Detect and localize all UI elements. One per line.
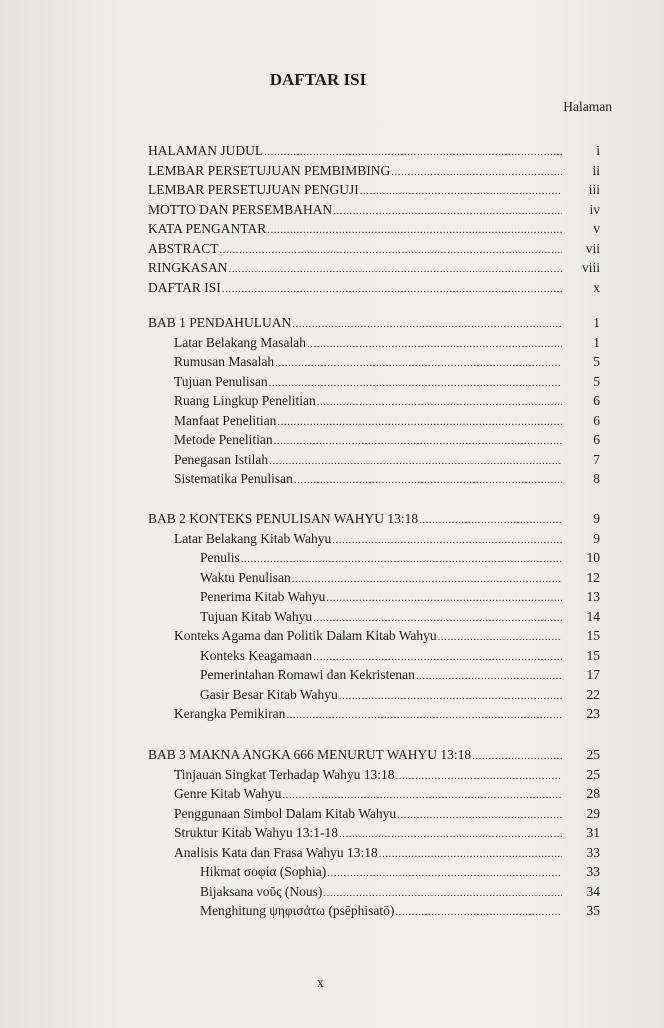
- toc-entry-label: Konteks Agama dan Politik Dalam Kitab Wahyu: [174, 628, 437, 643]
- toc-entry-label: Sistematika Penulisan: [174, 471, 293, 486]
- toc-entry-page: 15: [586, 628, 600, 643]
- toc-entry: [148, 143, 600, 163]
- toc-entry-page: 7: [593, 451, 600, 467]
- toc-entry-label: Penerima Kitab Wahyu: [200, 589, 326, 604]
- dot-leader: [391, 166, 562, 178]
- dot-leader: [292, 318, 562, 330]
- dot-leader: [267, 224, 562, 236]
- toc-entry: [148, 825, 600, 845]
- toc-entry-label: Tujuan Penulisan: [174, 373, 268, 389]
- dot-leader: [307, 338, 562, 350]
- toc-entry-label: Metode Penelitian: [174, 432, 273, 447]
- toc-entry: [148, 413, 600, 433]
- dot-leader: [269, 377, 562, 389]
- dot-leader: [229, 263, 562, 275]
- toc-entry-page: 33: [586, 864, 600, 879]
- toc-entry: [148, 221, 600, 241]
- dot-leader: [313, 651, 562, 663]
- toc-entry: [148, 806, 600, 826]
- toc-entry-page: i: [596, 143, 600, 158]
- dot-leader: [326, 592, 562, 604]
- toc-entry: [148, 767, 600, 787]
- toc-chapter-2: [148, 511, 600, 726]
- toc-entry-page: v: [593, 221, 600, 236]
- toc-entry-page: iii: [588, 182, 600, 197]
- toc-entry-page: 6: [593, 432, 600, 447]
- toc-entry-label: Penegasan Istilah: [174, 451, 269, 467]
- toc-entry-label: Tinjauan Singkat Terhadap Wahyu 13:18: [174, 766, 395, 782]
- toc-entry-page: 1: [593, 334, 600, 350]
- toc-entry-label: KATA PENGANTAR: [148, 221, 267, 236]
- toc-entry-page: 17: [586, 667, 600, 682]
- toc-entry-page: 1: [593, 315, 600, 330]
- toc-entry-page: 25: [586, 747, 600, 762]
- toc-entry-label: Hikmat σοφία (Sophia): [200, 864, 327, 879]
- toc-entry-label: Gasir Besar Kitab Wahyu: [200, 686, 338, 702]
- toc-entry-page: 9: [593, 511, 600, 526]
- toc-entry-page: 8: [593, 471, 600, 486]
- toc-entry-page: 33: [586, 844, 600, 860]
- dot-leader: [333, 205, 562, 217]
- dot-leader: [395, 906, 562, 918]
- toc-entry-page: viii: [581, 260, 600, 275]
- toc-entry-page: 10: [586, 550, 600, 565]
- dot-leader: [282, 789, 562, 801]
- toc-entry-page: 22: [586, 686, 600, 702]
- toc-entry-label: BAB 2 KONTEKS PENULISAN WAHYU 13:18: [148, 511, 419, 526]
- toc-entry-page: 31: [586, 825, 600, 840]
- toc-entry-label: BAB 3 MAKNA ANGKA 666 MENURUT WAHYU 13:18: [148, 747, 472, 762]
- toc-entry-page: 35: [586, 903, 600, 918]
- toc-entry-label: Konteks Keagamaan: [200, 647, 313, 663]
- toc-entry: [148, 393, 600, 413]
- toc-entry-label: Pemerintahan Romawi dan Kekristenan: [200, 667, 415, 682]
- toc-entry-label: Ruang Lingkup Penelitian: [174, 393, 316, 408]
- toc-entry: [148, 786, 600, 806]
- toc-entry: [148, 241, 600, 261]
- toc-entry-page: ii: [592, 162, 600, 178]
- dot-leader: [416, 670, 562, 682]
- toc-entry: [148, 747, 600, 767]
- page-number: x: [317, 975, 324, 990]
- toc-entry-page: 29: [586, 805, 600, 821]
- toc-entry: [148, 687, 600, 707]
- dot-leader: [327, 867, 562, 879]
- toc-entry-label: BAB 1 PENDAHULUAN: [148, 315, 292, 330]
- toc-entry-page: 15: [586, 647, 600, 663]
- toc-entry-label: ABSTRACT: [148, 240, 219, 256]
- toc-entry-label: Menghitung ψηφισάτω (psēphisatō): [200, 903, 395, 918]
- toc-entry: [148, 706, 600, 726]
- toc-entry-label: HALAMAN JUDUL: [148, 143, 264, 158]
- toc-entry: [148, 202, 600, 222]
- dot-leader: [313, 612, 562, 624]
- toc-entry: [148, 628, 600, 648]
- toc-entry-label: Latar Belakang Kitab Wahyu: [174, 530, 332, 546]
- toc-entry: [148, 511, 600, 531]
- toc-entry: [148, 182, 600, 202]
- toc-entry: [148, 903, 600, 923]
- toc-entry-page: 14: [586, 608, 600, 624]
- dot-leader: [220, 244, 562, 256]
- dot-leader: [360, 185, 562, 197]
- toc-entry-label: Genre Kitab Wahyu: [174, 786, 282, 801]
- toc-entry-label: LEMBAR PERSETUJUAN PEMBIMBING: [148, 162, 391, 178]
- toc-entry-label: Latar Belakang Masalah: [174, 334, 306, 350]
- toc-entry: [148, 589, 600, 609]
- toc-entry: [148, 432, 600, 452]
- toc-entry-page: 34: [586, 883, 600, 899]
- page-title: DAFTAR ISI: [269, 70, 367, 89]
- dot-leader: [241, 553, 562, 565]
- toc-front-matter: [148, 143, 600, 299]
- dot-leader: [339, 690, 562, 702]
- toc-entry-label: Waktu Penulisan: [200, 569, 291, 585]
- dot-leader: [292, 573, 562, 585]
- toc-entry-page: x: [593, 279, 600, 295]
- toc-entry-page: 6: [593, 412, 600, 428]
- toc-entry-label: Manfaat Penelitian: [174, 412, 277, 428]
- dot-leader: [317, 396, 562, 408]
- toc-entry: [148, 570, 600, 590]
- dot-leader: [323, 887, 562, 899]
- dot-leader: [275, 357, 562, 369]
- toc-entry-page: 9: [593, 530, 600, 546]
- toc-entry-page: vii: [585, 240, 600, 256]
- dot-leader: [286, 709, 562, 721]
- toc-entry-label: Struktur Kitab Wahyu 13:1-18: [174, 825, 339, 840]
- toc-entry-label: Bijaksana νοῦς (Nous): [200, 883, 323, 899]
- toc-entry: [148, 452, 600, 472]
- dot-leader: [379, 848, 562, 860]
- toc-entry-label: DAFTAR ISI: [148, 279, 221, 295]
- dot-leader: [264, 146, 562, 158]
- toc-entry: [148, 315, 600, 335]
- toc-entry-label: MOTTO DAN PERSEMBAHAN: [148, 201, 333, 217]
- dot-leader: [294, 474, 562, 486]
- toc-entry-label: RINGKASAN: [148, 260, 228, 275]
- dot-leader: [274, 435, 562, 447]
- toc-entry-label: Tujuan Kitab Wahyu: [200, 608, 313, 624]
- toc-entry-page: 6: [593, 393, 600, 408]
- toc-entry-page: 13: [586, 589, 600, 604]
- dot-leader: [397, 809, 562, 821]
- toc-entry-page: 12: [586, 569, 600, 585]
- toc-entry-label: LEMBAR PERSETUJUAN PENGUJI: [148, 182, 359, 197]
- toc-entry: [148, 374, 600, 394]
- dot-leader: [332, 534, 562, 546]
- toc-entry: [148, 354, 600, 374]
- dot-leader: [222, 283, 562, 295]
- toc-entry-page: 5: [593, 354, 600, 369]
- toc-entry: [148, 667, 600, 687]
- toc-entry-page: 25: [586, 766, 600, 782]
- page-column-header: Halaman: [563, 99, 612, 114]
- toc-entry: [148, 864, 600, 884]
- toc-entry: [148, 884, 600, 904]
- toc-entry-page: 28: [586, 786, 600, 801]
- dot-leader: [419, 514, 562, 526]
- dot-leader: [277, 416, 562, 428]
- dot-leader: [438, 631, 562, 643]
- toc-entry: [148, 335, 600, 355]
- toc-entry: [148, 260, 600, 280]
- toc-chapter-1: [148, 315, 600, 491]
- toc-entry-label: Analisis Kata dan Frasa Wahyu 13:18: [174, 844, 378, 860]
- dot-leader: [269, 455, 562, 467]
- toc-entry: [148, 163, 600, 183]
- toc-entry-label: Penggunaan Simbol Dalam Kitab Wahyu: [174, 805, 397, 821]
- toc-entry: [148, 531, 600, 551]
- toc-entry-label: Kerangka Pemikiran: [174, 706, 286, 721]
- toc-entry: [148, 280, 600, 300]
- toc-entry: [148, 845, 600, 865]
- dot-leader: [339, 828, 562, 840]
- dot-leader: [472, 750, 562, 762]
- dot-leader: [395, 770, 562, 782]
- toc-entry-page: 23: [586, 706, 600, 721]
- toc-entry-label: Rumusan Masalah: [174, 354, 275, 369]
- toc-entry: [148, 471, 600, 491]
- toc-entry: [148, 609, 600, 629]
- toc-entry-page: 5: [593, 373, 600, 389]
- toc-entry: [148, 648, 600, 668]
- toc-entry-page: iv: [589, 201, 600, 217]
- toc-entry-label: Penulis: [200, 550, 240, 565]
- toc-chapter-3: [148, 747, 600, 923]
- toc-entry: [148, 550, 600, 570]
